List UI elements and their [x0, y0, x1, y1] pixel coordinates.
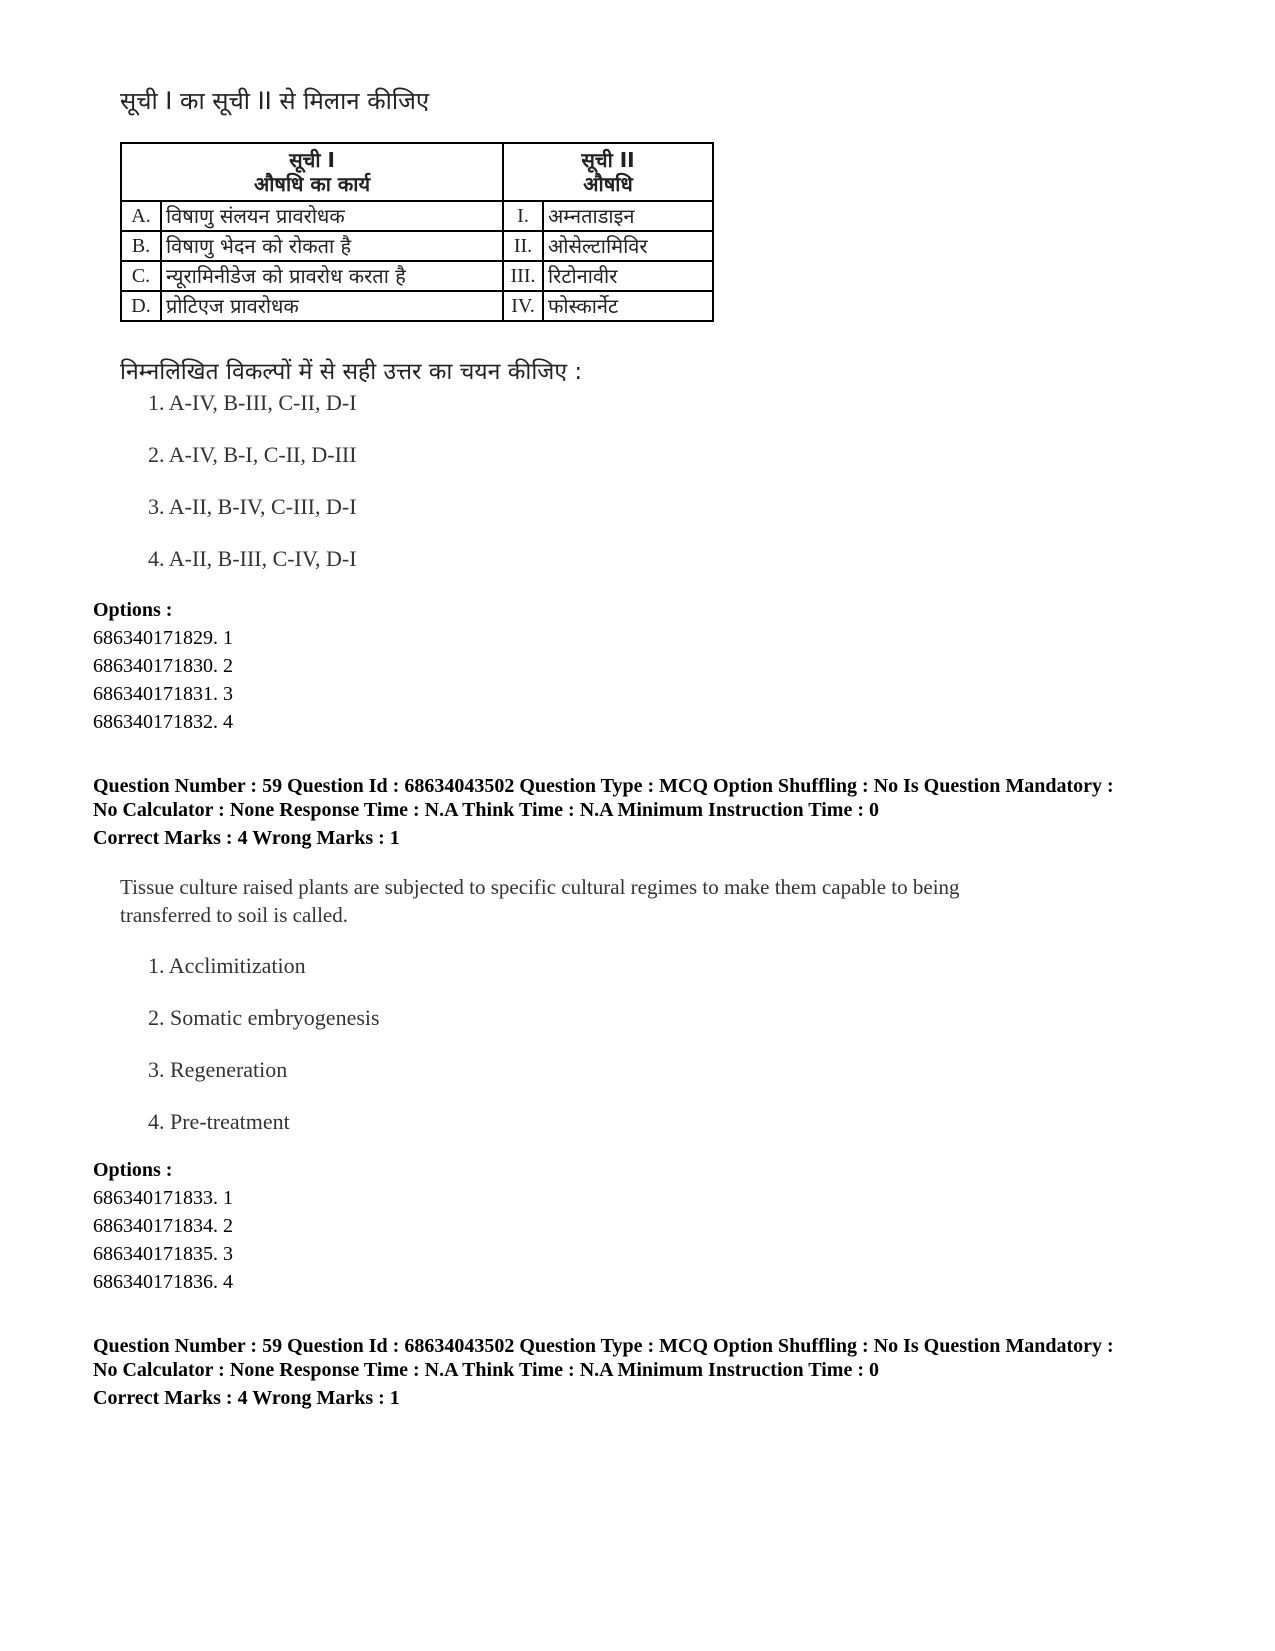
- table-row: [121, 291, 713, 321]
- question-text-line: Tissue culture raised plants are subjected to specific cultural regimes to make them capable to being: [120, 875, 960, 899]
- row-letter: D.: [121, 291, 161, 321]
- option-id: 686340171833. 1: [93, 1187, 233, 1209]
- list-two-header: [503, 143, 713, 201]
- question-meta: [93, 774, 1193, 822]
- question-text-line: transferred to soil is called.: [120, 903, 349, 927]
- row-letter: C.: [121, 261, 161, 291]
- list-one-title: सूची I: [289, 148, 335, 172]
- answer-choice: 4. A-II, B-III, C-IV, D-I: [148, 546, 357, 571]
- row-function: विषाणु संलयन प्रावरोधक: [161, 201, 503, 231]
- row-function: प्रोटिएज प्रावरोधक: [161, 291, 503, 321]
- option-id: 686340171831. 3: [93, 683, 233, 705]
- row-drug: अम्नताडाइन: [543, 201, 713, 231]
- options-label: Options :: [93, 1159, 173, 1181]
- answer-choice: 2. A-IV, B-I, C-II, D-III: [148, 442, 357, 467]
- row-drug: रिटोनावीर: [543, 261, 713, 291]
- option-id: 686340171835. 3: [93, 1243, 233, 1265]
- row-roman: I.: [503, 201, 543, 231]
- row-letter: A.: [121, 201, 161, 231]
- matching-table: [120, 142, 714, 322]
- row-drug: ओसेल्टामिविर: [543, 231, 713, 261]
- list-one-header: [121, 143, 503, 201]
- row-function: न्यूरामिनीडेज को प्रावरोध करता है: [161, 261, 503, 291]
- answer-choice: 4. Pre-treatment: [148, 1109, 290, 1134]
- answer-choice: 3. Regeneration: [148, 1057, 288, 1082]
- option-id: 686340171829. 1: [93, 627, 233, 649]
- row-letter: B.: [121, 231, 161, 261]
- question-meta: [93, 1334, 1193, 1382]
- table-row: [121, 231, 713, 261]
- question-meta-line: No Calculator : None Response Time : N.A Think Time : N.A Minimum Instruction Time : 0: [93, 799, 879, 821]
- answer-choice: 1. A-IV, B-III, C-II, D-I: [148, 390, 357, 415]
- answer-choice: 2. Somatic embryogenesis: [148, 1005, 380, 1030]
- question-meta-line: Question Number : 59 Question Id : 68634043502 Question Type : MCQ Option Shuffling : No Is Question Mandatory :: [93, 775, 1114, 797]
- row-roman: IV.: [503, 291, 543, 321]
- table-row: [121, 201, 713, 231]
- question-meta-line: No Calculator : None Response Time : N.A Think Time : N.A Minimum Instruction Time : 0: [93, 1359, 879, 1381]
- question-text: [120, 873, 1080, 929]
- row-roman: III.: [503, 261, 543, 291]
- question-meta-line: Question Number : 59 Question Id : 68634043502 Question Type : MCQ Option Shuffling : No Is Question Mandatory :: [93, 1335, 1114, 1357]
- table-row: [121, 261, 713, 291]
- option-id: 686340171830. 2: [93, 655, 233, 677]
- list-two-title: सूची II: [581, 148, 635, 172]
- list-two-subtitle: औषधि: [583, 172, 633, 196]
- options-label: Options :: [93, 599, 173, 621]
- question-intro: सूची I का सूची II से मिलान कीजिए: [120, 87, 430, 115]
- row-roman: II.: [503, 231, 543, 261]
- row-function: विषाणु भेदन को रोकता है: [161, 231, 503, 261]
- list-one-subtitle: औषधि का कार्य: [253, 172, 371, 196]
- question-marks: Correct Marks : 4 Wrong Marks : 1: [93, 1387, 400, 1409]
- question-instruction: निम्नलिखित विकल्पों में से सही उत्तर का चयन कीजिए :: [120, 359, 583, 385]
- table-header-row: [121, 143, 713, 201]
- row-drug: फोस्कार्नेट: [543, 291, 713, 321]
- answer-choice: 3. A-II, B-IV, C-III, D-I: [148, 494, 357, 519]
- option-id: 686340171836. 4: [93, 1271, 233, 1293]
- answer-choice: 1. Acclimitization: [148, 953, 306, 978]
- option-id: 686340171834. 2: [93, 1215, 233, 1237]
- question-marks: Correct Marks : 4 Wrong Marks : 1: [93, 827, 400, 849]
- option-id: 686340171832. 4: [93, 711, 233, 733]
